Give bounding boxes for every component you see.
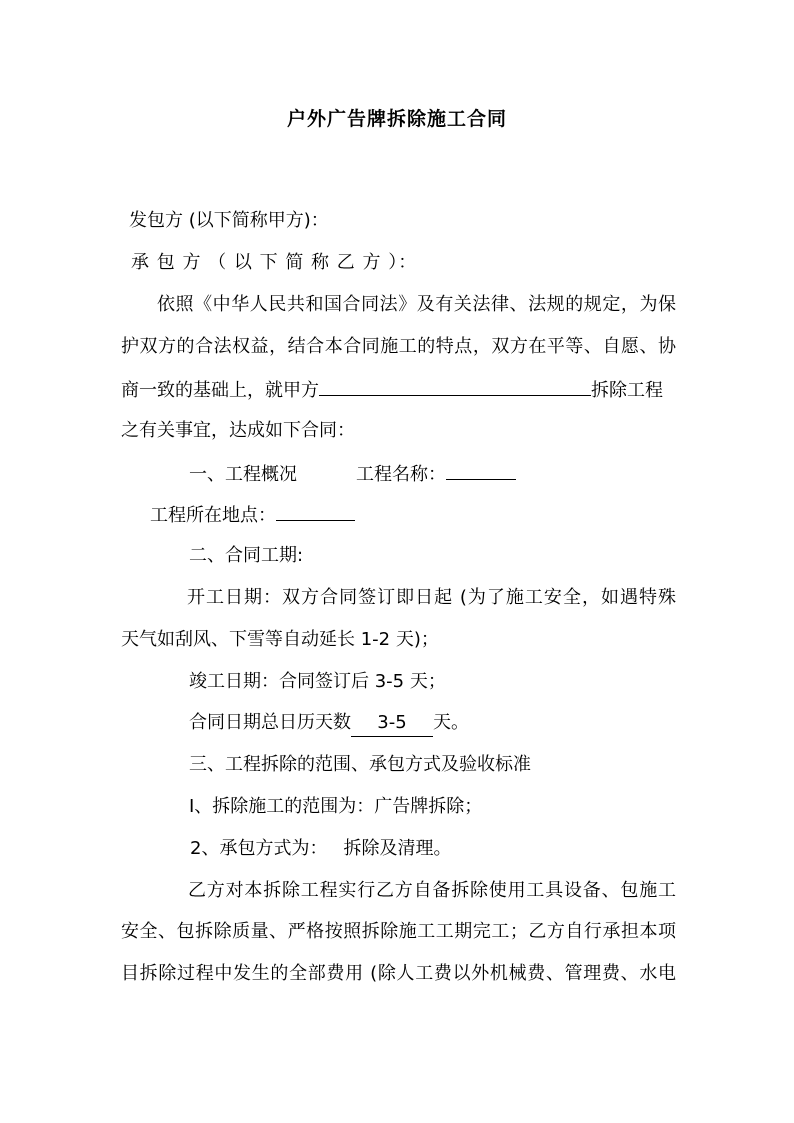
- party-a-line: 发包方 (以下简称甲方)：: [129, 210, 329, 231]
- total-days-unit: 天。: [433, 712, 469, 733]
- total-days-value: 3-5: [351, 710, 433, 737]
- section3-heading: 三、工程拆除的范围、承包方式及验收标准: [189, 754, 531, 775]
- method-line: [190, 836, 451, 862]
- section3-para-line-1: 乙方对本拆除工程实行乙方自备拆除使用工具设备、包施工: [188, 880, 676, 901]
- project-name-blank: [319, 376, 591, 396]
- preamble-line-3-text: 商一致的基础上，就甲方: [121, 380, 319, 401]
- project-name-field-blank: [446, 460, 516, 480]
- preamble-line-3-tail: 拆除工程: [591, 380, 663, 401]
- section3-para-line-3: 目拆除过程中发生的全部费用 (除人工费以外机械费、管理费、水电: [121, 963, 676, 984]
- scope-line: I、拆除施工的范围为：广告牌拆除；: [189, 796, 483, 817]
- preamble-line-3: [121, 376, 663, 404]
- section1-heading: 一、工程概况: [189, 464, 297, 485]
- location-line: [150, 501, 355, 529]
- total-days-line: [189, 710, 469, 737]
- location-label: 工程所在地点：: [150, 505, 276, 526]
- total-days-label: 合同日期总日历天数: [189, 712, 351, 733]
- preamble-line-2: 护双方的合法权益，结合本合同施工的特点，双方在平等、自愿、协: [121, 336, 676, 357]
- start-date-line-2: 天气如刮风、下雪等自动延长 1-2 天)；: [121, 629, 439, 650]
- party-b-line: 承 包 方 （ 以 下 简 称 乙 方 ）：: [131, 252, 418, 273]
- completion-date-line: 竣工日期：合同签订后 3-5 天；: [189, 671, 446, 692]
- section3-para-line-2: 安全、包拆除质量、严格按照拆除施工工期完工；乙方自行承担本项: [121, 921, 676, 942]
- section2-heading: 二、合同工期:: [189, 545, 304, 566]
- section1-heading-line: [189, 460, 516, 488]
- project-name-label: 工程名称：: [356, 464, 446, 485]
- method-value: 拆除及清理。: [343, 838, 452, 859]
- page-title: 户外广告牌拆除施工合同: [286, 108, 507, 130]
- preamble-line-4: 之有关事宜，达成如下合同：: [121, 420, 355, 441]
- method-label: 2、承包方式为：: [190, 838, 328, 859]
- location-field-blank: [276, 501, 355, 521]
- start-date-line-1: 开工日期：双方合同签订即日起 (为了施工安全，如遇特殊: [187, 587, 676, 608]
- preamble-line-1: 依照《中华人民共和国合同法》及有关法律、法规的规定，为保: [157, 294, 676, 315]
